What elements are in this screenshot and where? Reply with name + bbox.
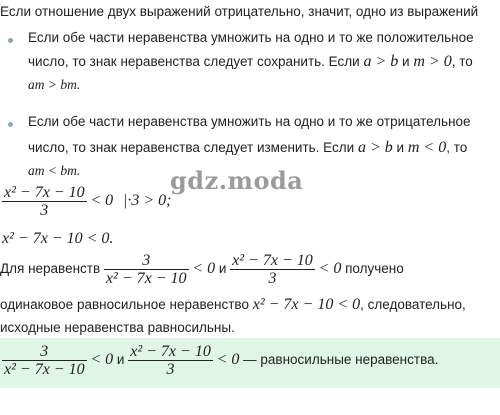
answer-tail: — равносильные неравенства.	[243, 352, 439, 368]
watermark: gdz.moda	[170, 166, 304, 195]
rule1-and: и	[402, 54, 410, 69]
step1-relation: < 0	[90, 192, 114, 210]
rule2-cond-a: a > b	[357, 139, 393, 156]
para-line2-text: одинаковое равносильное неравенство	[0, 297, 249, 312]
para-line3: исходные неравенства равносильны.	[0, 320, 235, 335]
answer-fraction1	[2, 343, 87, 378]
intro-text: Если отношение двух выражений отрицательно, значит, одно из выражений	[0, 4, 479, 19]
answer-and: и	[116, 352, 125, 368]
step1-fraction	[2, 184, 87, 219]
answer-f2-relation: < 0	[216, 351, 240, 369]
rule1-result: am > bm.	[28, 77, 81, 92]
rule1-text: число, то знак неравенства следует сохранить. Если	[28, 54, 360, 69]
rule2-result: am < bm.	[28, 163, 81, 178]
para-line2	[0, 296, 466, 314]
rule1-cond-m: m > 0	[413, 53, 452, 70]
answer-f1-relation: < 0	[90, 351, 114, 369]
para-f1-relation: < 0	[192, 260, 216, 278]
para-line1	[0, 252, 404, 287]
step1-numerator: x² − 7x − 10	[4, 184, 85, 201]
answer-fraction2	[128, 343, 213, 378]
bullet-icon	[8, 38, 13, 43]
para-line2-tail: , следовательно,	[360, 297, 466, 312]
para-f1-denominator: x² − 7x − 10	[105, 270, 187, 287]
answer-f2-denominator: 3	[128, 360, 213, 378]
para-line2-math: x² − 7x − 10 < 0	[252, 296, 361, 313]
rule2-to: , то	[446, 140, 468, 155]
step1-denominator: 3	[2, 201, 87, 219]
answer-f1-numerator: 3	[40, 343, 49, 360]
rule2-and: и	[396, 140, 405, 155]
answer-f2-numerator: x² − 7x − 10	[130, 343, 211, 360]
rule1-to: , то	[451, 54, 473, 69]
para-f2-relation: < 0	[318, 260, 342, 278]
rule2-text: число, то знак неравенства следует изменить. Если	[28, 140, 355, 155]
step2-formula: x² − 7x − 10 < 0.	[2, 230, 114, 247]
step1-multiplier: |·3 > 0;	[122, 192, 172, 210]
para-text2: получено	[345, 261, 404, 277]
answer-f1-denominator: x² − 7x − 10	[4, 361, 85, 378]
rule2-cond-m: m < 0	[407, 139, 447, 156]
para-f2-numerator: x² − 7x − 10	[232, 252, 313, 269]
bullet-icon	[8, 122, 13, 127]
answer-line	[2, 343, 438, 378]
para-f1-numerator: 3	[142, 252, 151, 269]
rule2-line2	[28, 139, 467, 157]
para-text1: Для неравенств	[0, 261, 101, 277]
para-f2-denominator: 3	[230, 269, 315, 287]
para-fraction1	[104, 252, 189, 287]
para-and: и	[218, 261, 227, 277]
rule1-line2	[28, 53, 473, 71]
rule1-cond-a: a > b	[363, 53, 399, 70]
rule1-line1: Если обе части неравенства умножить на одно и то же положительное	[28, 30, 474, 45]
para-fraction2	[230, 252, 315, 287]
step1-formula	[2, 184, 171, 219]
rule2-line1: Если обе части неравенства умножить на одно и то же отрицательное	[28, 114, 471, 129]
